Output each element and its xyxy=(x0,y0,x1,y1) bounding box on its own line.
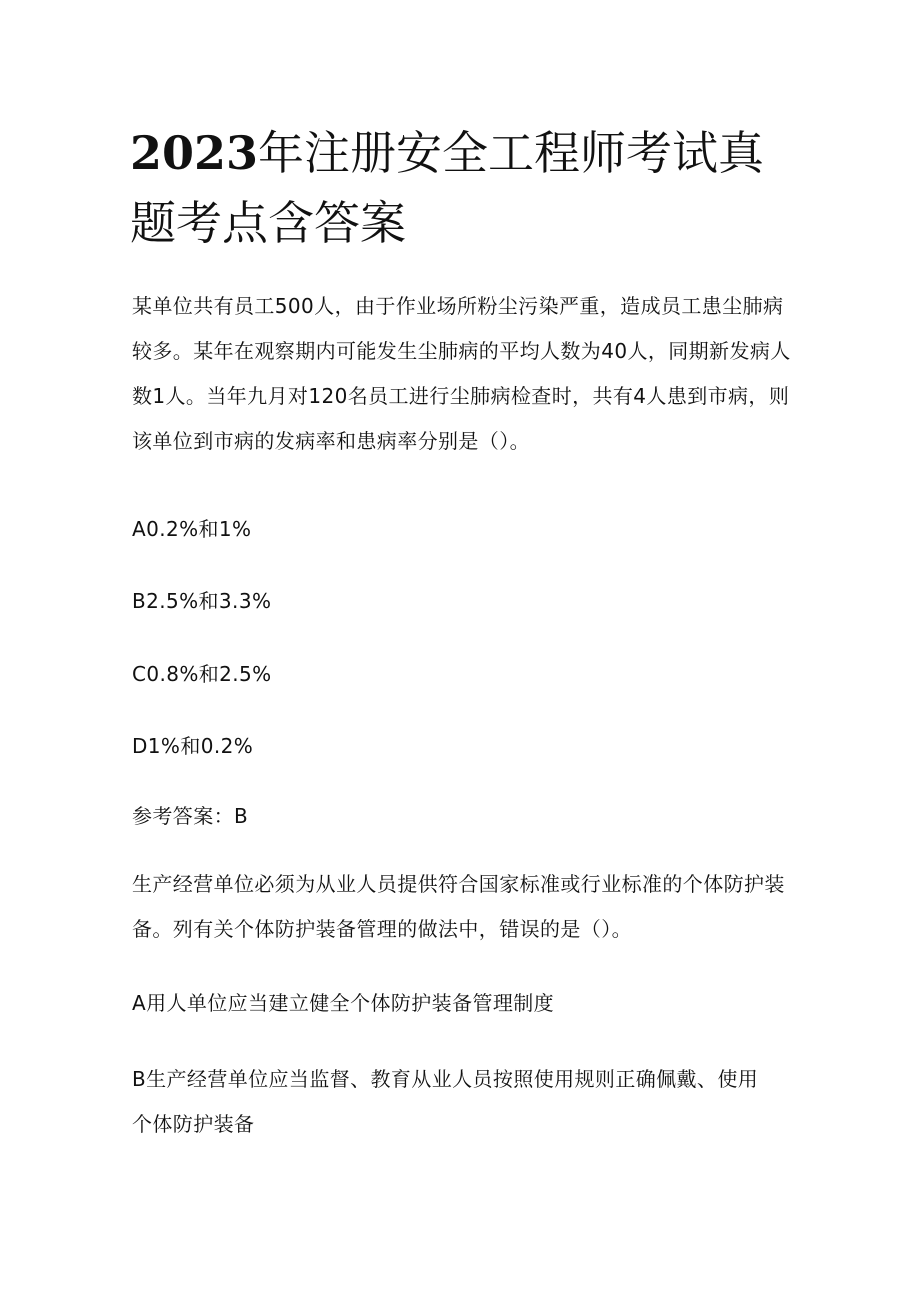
question-1-stem: 某单位共有员工500人，由于作业场所粉尘污染严重，造成员工患尘肺病较多。某年在观察期内可能发生尘肺病的平均人数为40人，同期新发病人数1人。当年九月对120名员工进行尘肺病检查时，共有4人患到市病，则该单位到市病的发病率和患病率分别是（）。 xyxy=(132,294,791,453)
question-1-option-d: D1%和0.2% xyxy=(132,734,254,758)
question-1-answer: 参考答案：B xyxy=(132,804,249,828)
document-title xyxy=(130,118,810,258)
question-1-option-b: B2.5%和3.3% xyxy=(132,589,272,613)
title-text: 年注册安全工程师考试真题考点含答案 xyxy=(130,126,765,250)
question-2-option-a: A用人单位应当建立健全个体防护装备管理制度 xyxy=(132,991,555,1015)
question-1-option-c: C0.8%和2.5% xyxy=(132,662,272,686)
question-2-option-b: B生产经营单位应当监督、教育从业人员按照使用规则正确佩戴、使用个体防护装备 xyxy=(132,1067,759,1136)
question-2-stem: 生产经营单位必须为从业人员提供符合国家标准或行业标准的个体防护装备。列有关个体防护装备管理的做法中，错误的是（）。 xyxy=(132,872,785,941)
title-year: 2023 xyxy=(130,126,259,180)
question-1-option-a: A0.2%和1% xyxy=(132,517,252,541)
